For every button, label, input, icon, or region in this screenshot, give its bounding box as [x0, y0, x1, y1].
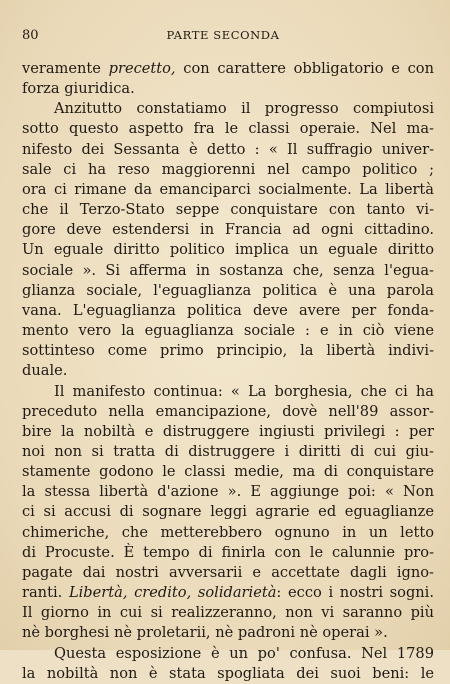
text-line: pagate dai nostri avversarii e accettate dagli igno- — [22, 563, 434, 581]
text-line: noi non si tratta di distruggere i diritti di cui giu- — [22, 442, 434, 460]
text-line: Questa esposizione è un po' confusa. Nel 1789 — [54, 644, 434, 662]
text-line: glianza sociale, l'eguaglianza politica è una parola — [22, 281, 434, 299]
text-line: sale ci ha reso maggiorenni nel campo politico ; — [22, 160, 434, 178]
text-line: sottinteso come primo principio, la libertà indivi- — [22, 342, 434, 360]
text-line: stamente godono le classi medie, ma di conquistare — [22, 463, 434, 481]
text-line: che il Terzo-Stato seppe conquistare con tanto vi- — [22, 201, 434, 219]
paragraph — [22, 382, 434, 644]
body-text — [22, 59, 434, 684]
paragraph — [22, 59, 434, 99]
running-head: PARTE SECONDA — [166, 28, 280, 42]
text-line: Il giorno in cui si realizzeranno, non vi saranno più — [22, 604, 434, 622]
paragraph — [22, 99, 434, 381]
text-line: gore deve estendersi in Francia ad ogni cittadino. — [22, 221, 434, 239]
text-line: sotto questo aspetto fra le classi operaie. Nel ma- — [22, 120, 434, 138]
text-line: nè borghesi nè proletarii, nè padroni nè operai ». — [22, 624, 388, 642]
text-line: nifesto dei Sessanta è detto : « Il suffragio univer- — [22, 140, 434, 158]
text-line: Un eguale diritto politico implica un eguale diritto — [22, 241, 434, 259]
text-line: Il manifesto continua: « La borghesia, che ci ha — [54, 382, 434, 400]
text-line: bire la nobiltà e distruggere ingiusti privilegi : per — [22, 422, 434, 440]
text-line: forza giuridica. — [22, 80, 135, 98]
text-line: ranti. Libertà, credito, solidarietà: ecco i nostri sogni. — [22, 584, 434, 602]
text-line: la nobiltà non è stata spogliata dei suoi beni: le — [22, 664, 434, 682]
text-line: ci si accusi di sognare leggi agrarie ed eguaglianze — [22, 503, 434, 521]
text-line: mento vero la eguaglianza sociale : e in ciò viene — [22, 322, 434, 340]
text-line: veramente precetto, con carattere obbligatorio e con — [22, 60, 434, 77]
italic-text: precetto, — [108, 60, 176, 77]
text-line: vana. L'eguaglianza politica deve avere per fonda- — [22, 301, 434, 319]
text-line: ora ci rimane da emanciparci socialmente. La libertà — [22, 180, 434, 198]
text-line: duale. — [22, 362, 68, 380]
text-line: chimeriche, che metterebbero ognuno in un letto — [22, 523, 434, 541]
text-line: la stessa libertà d'azione ». E aggiunge poi: « Non — [22, 483, 434, 501]
text-line: preceduto nella emancipazione, dovè nell'89 assor- — [22, 402, 434, 420]
italic-text: Libertà, credito, solidarietà — [68, 584, 277, 602]
text-line: di Procuste. È tempo di finirla con le calunnie pro- — [22, 543, 434, 561]
text-line: Anzitutto constatiamo il progresso compiutosi — [54, 100, 434, 118]
text-line: sociale ». Si afferma in sostanza che, senza l'egua- — [22, 261, 434, 279]
page-number: 80 — [22, 28, 39, 43]
